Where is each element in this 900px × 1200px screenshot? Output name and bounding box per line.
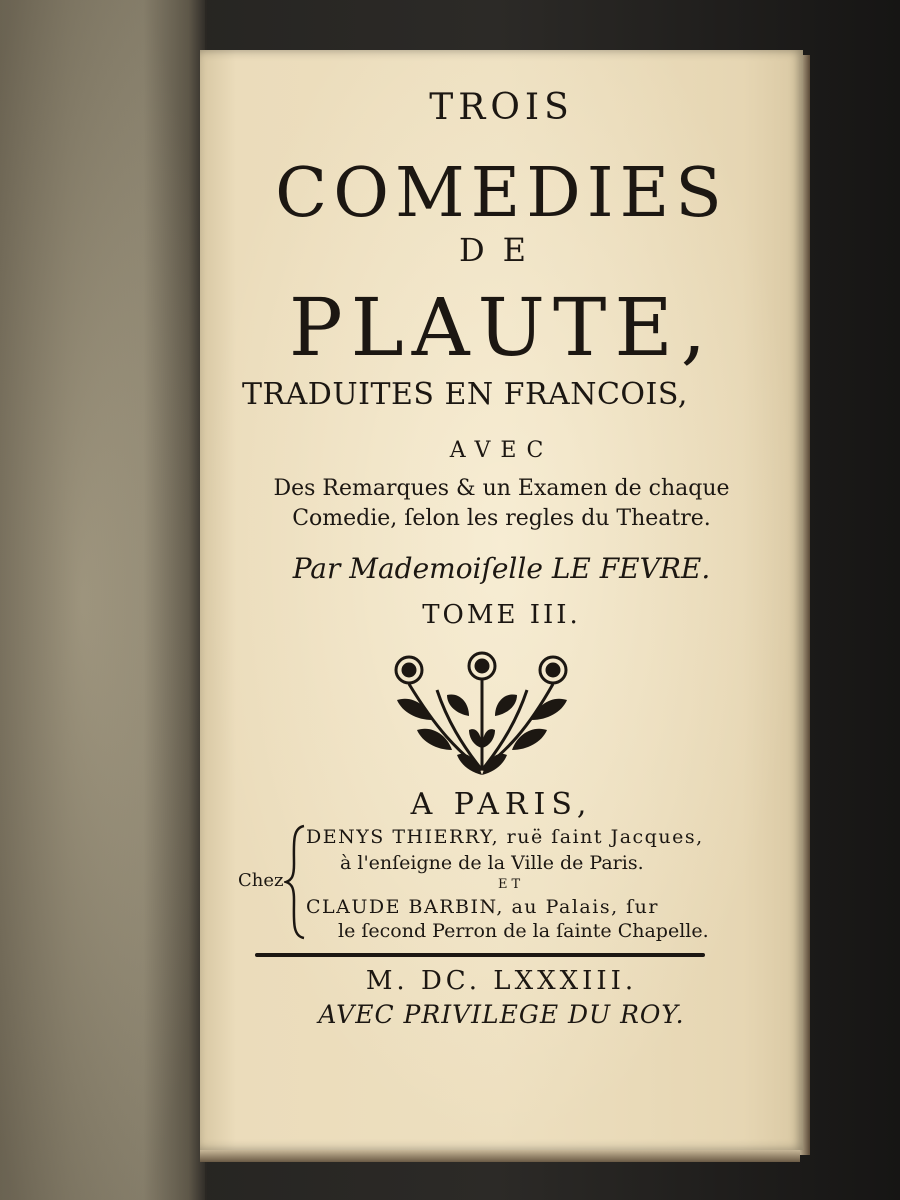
volume-line: TOME III. (422, 600, 581, 630)
imprint-printer2-name: CLAUDE BARBIN, au Palais, ſur (306, 896, 660, 918)
page-bottom-edge (200, 1148, 800, 1162)
author-line: Par Mademoiſelle LE FEVRE. (292, 552, 711, 585)
title-line-comedies: COMEDIES (275, 154, 728, 233)
subtitle-avec: AVEC (449, 438, 554, 463)
divider-rule (255, 953, 705, 957)
floral-bouquet-icon (387, 650, 577, 780)
book-cover-left (0, 0, 207, 1200)
subtitle-selon: Comedie, ſelon les regles du Theatre. (292, 506, 711, 531)
title-line-de: DE (458, 231, 544, 269)
imprint-conjunction: ET (498, 877, 525, 892)
title-line-plaute: PLAUTE, (288, 281, 715, 374)
subtitle-remarques: Des Remarques & un Examen de chaque (273, 476, 730, 501)
title-line-trois: TROIS (429, 87, 574, 128)
imprint-privilege: AVEC PRIVILEGE DU ROY. (318, 1000, 685, 1029)
imprint-printer2-place: le ſecond Perron de la ſainte Chapelle. (338, 920, 709, 942)
imprint-chez: Chez (238, 870, 284, 891)
imprint-printer1-sign: à l'enſeigne de la Ville de Paris. (340, 852, 644, 874)
imprint-city: A PARIS, (410, 787, 593, 822)
curly-brace-icon (284, 824, 306, 940)
subtitle-traduites: TRADUITES EN FRANCOIS, (242, 377, 688, 412)
imprint-printer1-name: DENYS THIERRY, ruë ſaint Jacques, (306, 826, 704, 848)
imprint-year: M. DC. LXXXIII. (365, 966, 638, 996)
title-page (200, 50, 803, 1150)
